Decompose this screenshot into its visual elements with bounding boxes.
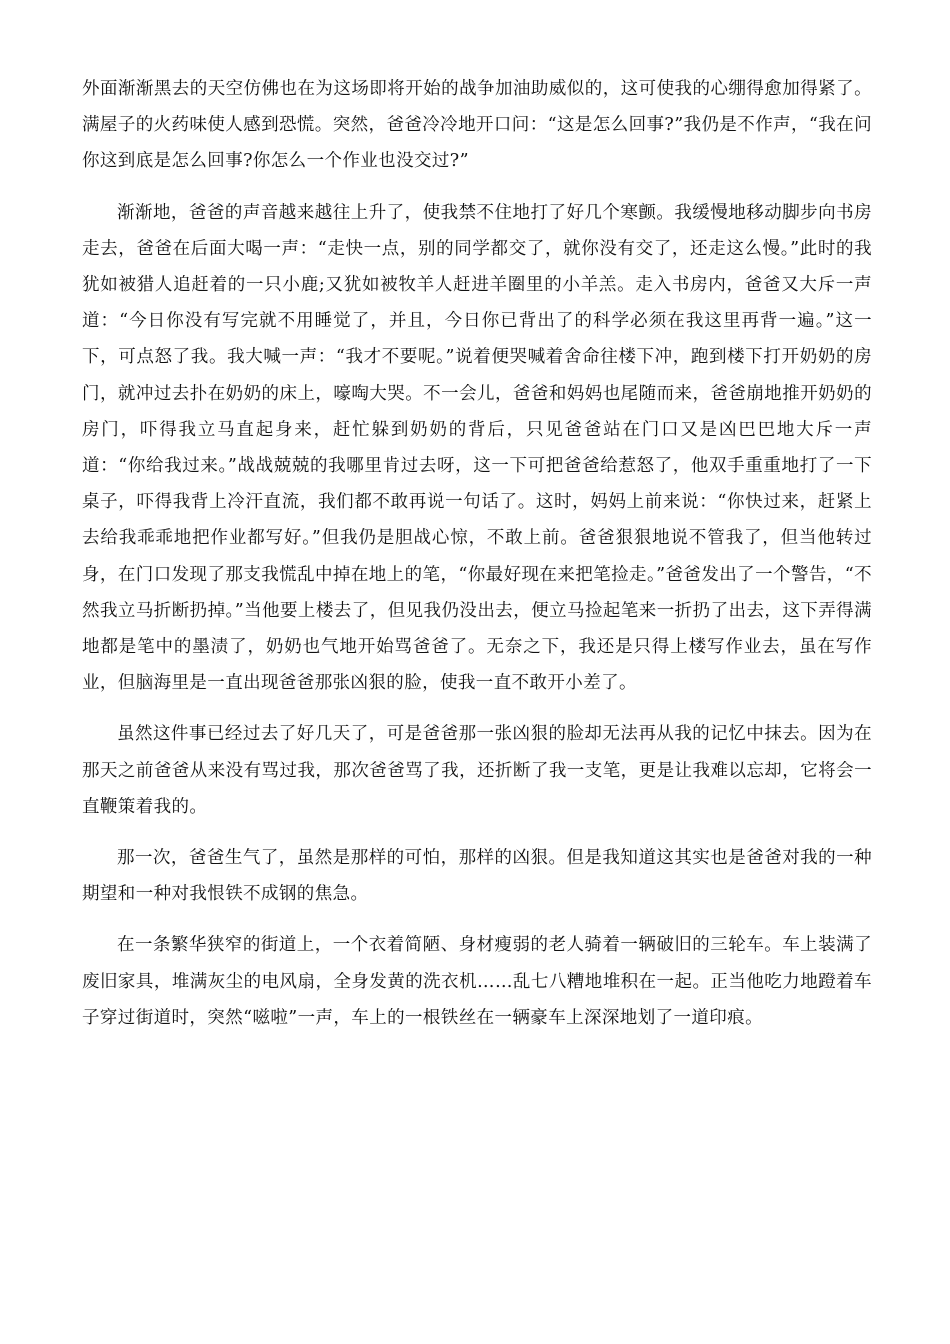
document-body: [82, 71, 872, 1036]
paragraph-3: 虽然这件事已经过去了好几天了，可是爸爸那一张凶狠的脸却无法再从我的记忆中抹去。因为在那天之前爸爸从来没有骂过我，那次爸爸骂了我，还折断了我一支笔，更是让我难以忘却，它将会一直鞭策着我的。: [82, 724, 872, 817]
paragraph-1: 外面渐渐黑去的天空仿佛也在为这场即将开始的战争加油助威似的，这可使我的心绷得愈加得紧了。满屋子的火药味使人感到恐慌。突然，爸爸冷冷地开口问：“这是怎么回事?”我仍是不作声，“我在问你这到底是怎么回事?你怎么一个作业也没交过?”: [82, 79, 872, 172]
paragraph-2: 渐渐地，爸爸的声音越来越往上升了，使我禁不住地打了好几个寒颤。我缓慢地移动脚步向书房走去，爸爸在后面大喝一声：“走快一点，别的同学都交了，就你没有交了，还走这么慢。”此时的我犹如被猎人追赶着的一只小鹿;又犹如被牧羊人赶进羊圈里的小羊羔。走入书房内，爸爸又大斥一声道：“今日你没有写完就不用睡觉了，并且，今日你已背出了的科学必须在我这里再背一遍。”这一下，可点怒了我。我大喊一声：“我才不要呢。”说着便哭喊着舍命往楼下冲，跑到楼下打开奶奶的房门，就冲过去扑在奶奶的床上，嚎啕大哭。不一会儿，爸爸和妈妈也尾随而来，爸爸崩地推开奶奶的房门，吓得我立马直起身来，赶忙躲到奶奶的背后，只见爸爸站在门口又是凶巴巴地大斥一声道：“你给我过来。”战战兢兢的我哪里肯过去呀，这一下可把爸爸给惹怒了，他双手重重地打了一下桌子，吓得我背上冷汗直流，我们都不敢再说一句话了。这时，妈妈上前来说：“你快过来，赶紧上去给我乖乖地把作业都写好。”但我仍是胆战心惊，不敢上前。爸爸狠狠地说不管我了，但当他转过身，在门口发现了那支我慌乱中掉在地上的笔，“你最好现在来把笔捡走。”爸爸发出了一个警告，“不然我立马折断扔掉。”当他要上楼去了，但见我仍没出去，便立马捡起笔来一折扔了出去，这下弄得满地都是笔中的墨渍了，奶奶也气地开始骂爸爸了。无奈之下，我还是只得上楼写作业去，虽在写作业，但脑海里是一直出现爸爸那张凶狠的脸，使我一直不敢开小差了。: [82, 202, 872, 694]
paragraph-5: 在一条繁华狭窄的街道上，一个衣着简陋、身材瘦弱的老人骑着一辆破旧的三轮车。车上装满了废旧家具，堆满灰尘的电风扇，全身发黄的洗衣机……乱七八糟地堆积在一起。正当他吃力地蹬着车子穿过街道时，突然“嗞啦”一声，车上的一根铁丝在一辆豪车上深深地划了一道印痕。: [82, 935, 872, 1028]
paragraph-4: 那一次，爸爸生气了，虽然是那样的可怕，那样的凶狠。但是我知道这其实也是爸爸对我的一种期望和一种对我恨铁不成钢的焦急。: [82, 848, 872, 905]
